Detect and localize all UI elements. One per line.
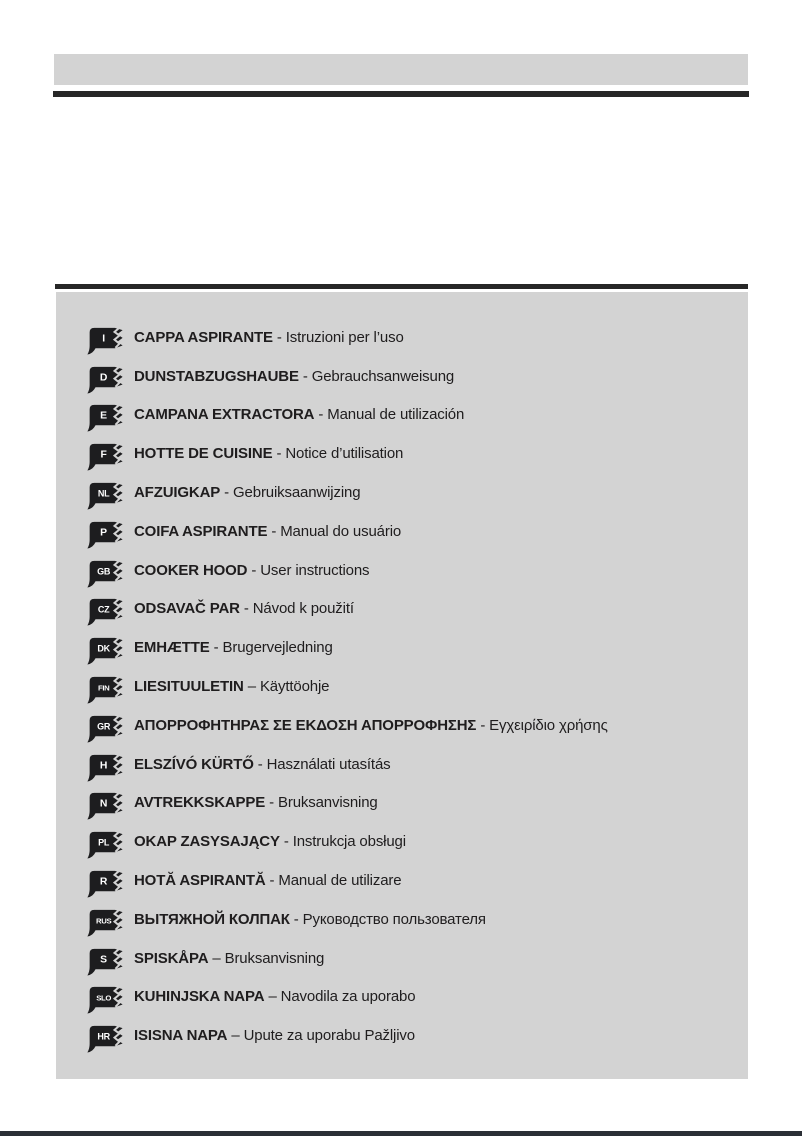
language-flag-tag-icon [85, 560, 125, 588]
language-flag-tag-icon [85, 327, 125, 355]
language-label [134, 484, 360, 501]
bottom-rule [0, 1131, 802, 1136]
language-label [134, 756, 391, 773]
language-label [134, 600, 354, 617]
language-row [85, 939, 738, 978]
language-flag-tag-icon [85, 1025, 125, 1053]
language-code: GR [97, 721, 111, 732]
product-name: ELSZÍVÓ KÜRTŐ [134, 755, 254, 773]
language-label [134, 368, 454, 385]
language-row [85, 551, 738, 590]
product-description: - Instrukcja obsługi [279, 833, 406, 851]
language-code: NL [97, 488, 110, 499]
language-flag-tag-icon [85, 676, 125, 704]
product-description: - Istruzioni per l’uso [272, 328, 404, 346]
language-label [134, 872, 401, 889]
product-description: - Notice d’utilisation [272, 445, 404, 463]
product-description: - Gebrauchsanweisung [298, 367, 455, 385]
language-flag-tag-icon [85, 792, 125, 820]
product-name: HOTĂ ASPIRANTĂ [134, 872, 266, 890]
language-code: FIN [97, 683, 110, 693]
product-name: ODSAVAČ PAR [134, 600, 240, 618]
language-label [134, 562, 369, 579]
product-name: LIESITUULETIN [134, 678, 244, 696]
language-code: RUS [96, 916, 112, 926]
language-row [85, 590, 738, 629]
language-code: E [100, 410, 108, 422]
language-row [85, 978, 738, 1017]
language-label [134, 329, 404, 346]
language-label [134, 678, 329, 695]
language-label [134, 406, 464, 423]
language-panel [56, 292, 748, 1079]
language-code: P [100, 527, 108, 539]
product-description: - Návod k použití [239, 600, 354, 618]
language-list [85, 318, 738, 1055]
language-row [85, 512, 738, 551]
product-name: CAMPANA EXTRACTORA [134, 406, 315, 424]
product-name: ΑΠΟΡΡΟΦΗΤΗΡΑΣ ΣΕ ΕΚΔΟΣΗ ΑΠΟΡΡΟΦΗΣΗΣ [134, 716, 477, 734]
language-code: HR [97, 1031, 110, 1042]
language-label [134, 950, 324, 967]
product-description: - Brugervejledning [209, 639, 333, 657]
language-label [134, 445, 403, 462]
product-description: - Εγχειρίδιο χρήσης [476, 716, 608, 734]
language-code: S [100, 954, 108, 966]
product-name: SPISKÅPA [134, 949, 209, 967]
product-description: – Bruksanvisning [208, 949, 325, 967]
language-label [134, 988, 415, 1005]
product-name: CAPPA ASPIRANTE [134, 328, 273, 346]
language-label [134, 911, 486, 928]
product-name: OKAP ZASYSAJĄCY [134, 833, 280, 851]
top-banner [54, 54, 748, 85]
language-row [85, 706, 738, 745]
product-name: AFZUIGKAP [134, 484, 221, 502]
product-description: – Upute za uporabu Pažljivo [227, 1027, 415, 1045]
language-flag-tag-icon [85, 482, 125, 510]
product-description: - Gebruiksaanwijzing [220, 484, 361, 502]
language-flag-tag-icon [85, 366, 125, 394]
product-name: EMHÆTTE [134, 639, 210, 657]
language-flag-tag-icon [85, 598, 125, 626]
language-row [85, 357, 738, 396]
product-name: COIFA ASPIRANTE [134, 522, 268, 540]
language-row [85, 434, 738, 473]
language-code: D [99, 372, 108, 384]
language-label [134, 833, 406, 850]
product-description: - Manual de utilización [314, 406, 465, 424]
language-row [85, 318, 738, 357]
product-description: – Navodila za uporabo [264, 988, 416, 1006]
language-row [85, 822, 738, 861]
language-row [85, 1016, 738, 1055]
product-name: COOKER HOOD [134, 561, 248, 579]
language-flag-tag-icon [85, 637, 125, 665]
product-description: – Käyttöohje [243, 678, 330, 696]
product-description: - Manual do usuário [267, 522, 402, 540]
language-flag-tag-icon [85, 948, 125, 976]
product-name: ВЫТЯЖНОЙ КОЛПАК [134, 910, 290, 928]
language-code: DK [97, 643, 110, 654]
product-name: KUHINJSKA NAPA [134, 988, 265, 1006]
language-flag-tag-icon [85, 404, 125, 432]
language-label [134, 794, 378, 811]
language-flag-tag-icon [85, 521, 125, 549]
language-flag-tag-icon [85, 715, 125, 743]
product-description: - Manual de utilizare [265, 872, 402, 890]
language-row [85, 745, 738, 784]
product-description: - User instructions [247, 561, 370, 579]
language-flag-tag-icon [85, 754, 125, 782]
language-code: R [99, 876, 108, 888]
language-flag-tag-icon [85, 986, 125, 1014]
language-flag-tag-icon [85, 909, 125, 937]
language-row [85, 628, 738, 667]
language-row [85, 473, 738, 512]
language-label [134, 639, 333, 656]
language-flag-tag-icon [85, 831, 125, 859]
product-name: DUNSTABZUGSHAUBE [134, 367, 299, 385]
language-row [85, 861, 738, 900]
product-description: - Bruksanvisning [265, 794, 378, 812]
language-code: CZ [97, 604, 110, 615]
product-description: - Használati utasítás [253, 755, 391, 773]
language-row [85, 784, 738, 823]
language-label [134, 523, 401, 540]
language-code: I [102, 333, 106, 345]
top-rule [53, 91, 749, 97]
language-label [134, 1027, 415, 1044]
language-code: F [100, 449, 107, 461]
language-row [85, 667, 738, 706]
language-code: H [99, 760, 108, 772]
section-rule [55, 284, 748, 289]
language-code: SLO [96, 993, 112, 1003]
language-row [85, 900, 738, 939]
language-label [134, 717, 608, 734]
language-code: PL [98, 837, 110, 848]
language-code: N [99, 798, 108, 810]
product-name: HOTTE DE CUISINE [134, 445, 273, 463]
product-name: AVTREKKSKAPPE [134, 794, 266, 812]
language-row [85, 396, 738, 435]
product-name: ISISNA NAPA [134, 1027, 228, 1045]
language-flag-tag-icon [85, 870, 125, 898]
language-code: GB [97, 566, 111, 577]
language-flag-tag-icon [85, 443, 125, 471]
product-description: - Руководство пользователя [289, 910, 486, 928]
